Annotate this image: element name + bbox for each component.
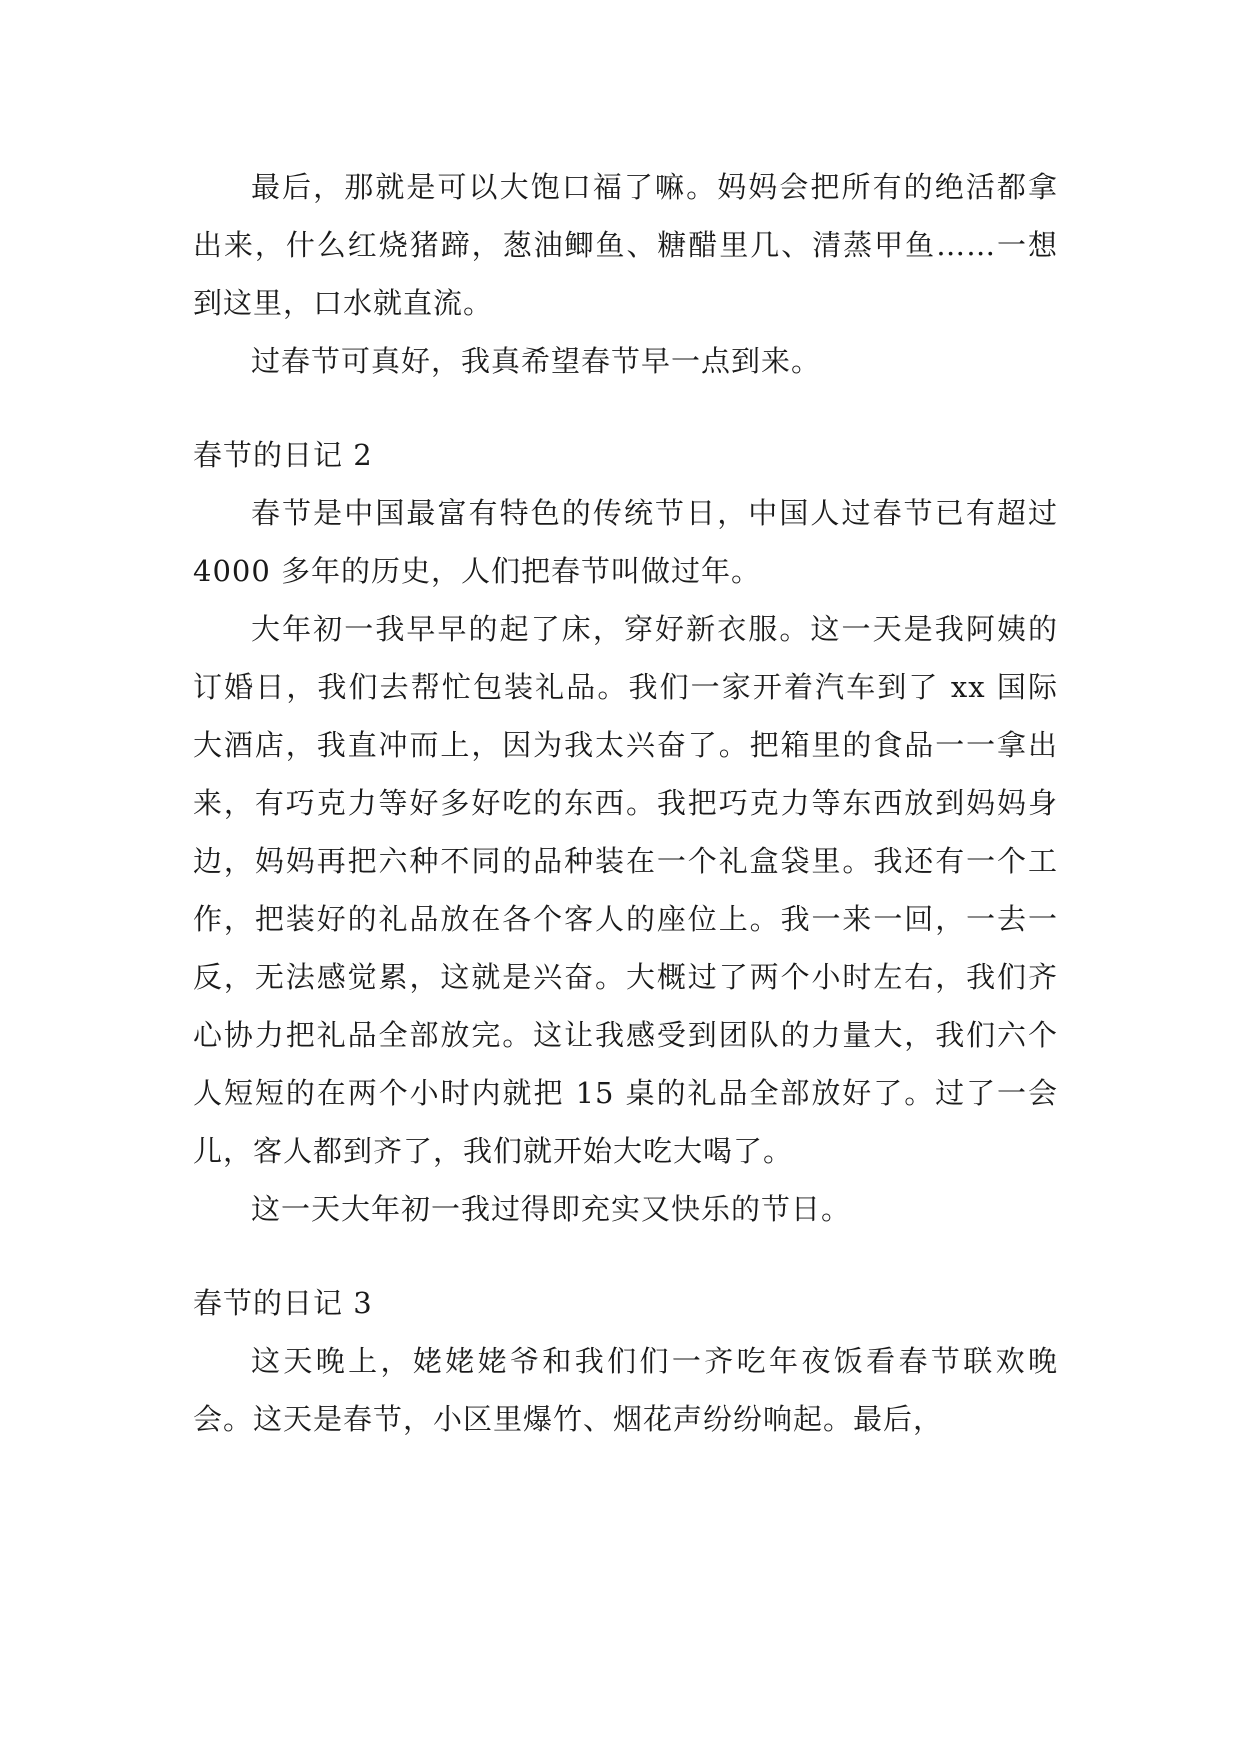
diary-title-2: 春节的日记 2	[193, 438, 373, 472]
paragraph-wish: 过春节可真好，我真希望春节早一点到来。	[251, 344, 822, 378]
section-gap	[193, 1238, 1058, 1274]
paragraph-conclusion: 这一天大年初一我过得即充实又快乐的节日。	[251, 1192, 852, 1226]
paragraph-feast: 最后，那就是可以大饱口福了嘛。妈妈会把所有的绝活都拿出来，什么红烧猪蹄，葱油鲫鱼、糖醋里几、清蒸甲鱼……一想到这里，口水就直流。	[193, 170, 1058, 320]
document-body	[193, 158, 1058, 1448]
paragraph-new-years-eve: 这天晚上，姥姥姥爷和我们们一齐吃年夜饭看春节联欢晚会。这天是春节，小区里爆竹、烟花声纷纷响起。最后，	[193, 1344, 1058, 1436]
diary-title-3: 春节的日记 3	[193, 1286, 373, 1320]
section-gap	[193, 390, 1058, 426]
paragraph-intro: 春节是中国最富有特色的传统节日，中国人过春节已有超过 4000 多年的历史，人们把春节叫做过年。	[193, 496, 1058, 588]
paragraph-new-year-day: 大年初一我早早的起了床，穿好新衣服。这一天是我阿姨的订婚日，我们去帮忙包装礼品。我们一家开着汽车到了 xx 国际大酒店，我直冲而上，因为我太兴奋了。把箱里的食品一一拿出来，有巧克力等好多好吃的东西。我把巧克力等东西放到妈妈身边，妈妈再把六种不同的品种装在一个礼盒袋里。我还有一个工作，把装好的礼品放在各个客人的座位上。我一来一回，一去一反，无法感觉累，这就是兴奋。大概过了两个小时左右，我们齐心协力把礼品全部放完。这让我感受到团队的力量大，我们六个人短短的在两个小时内就把 15 桌的礼品全部放好了。过了一会儿，客人都到齐了，我们就开始大吃大喝了。	[193, 612, 1058, 1168]
